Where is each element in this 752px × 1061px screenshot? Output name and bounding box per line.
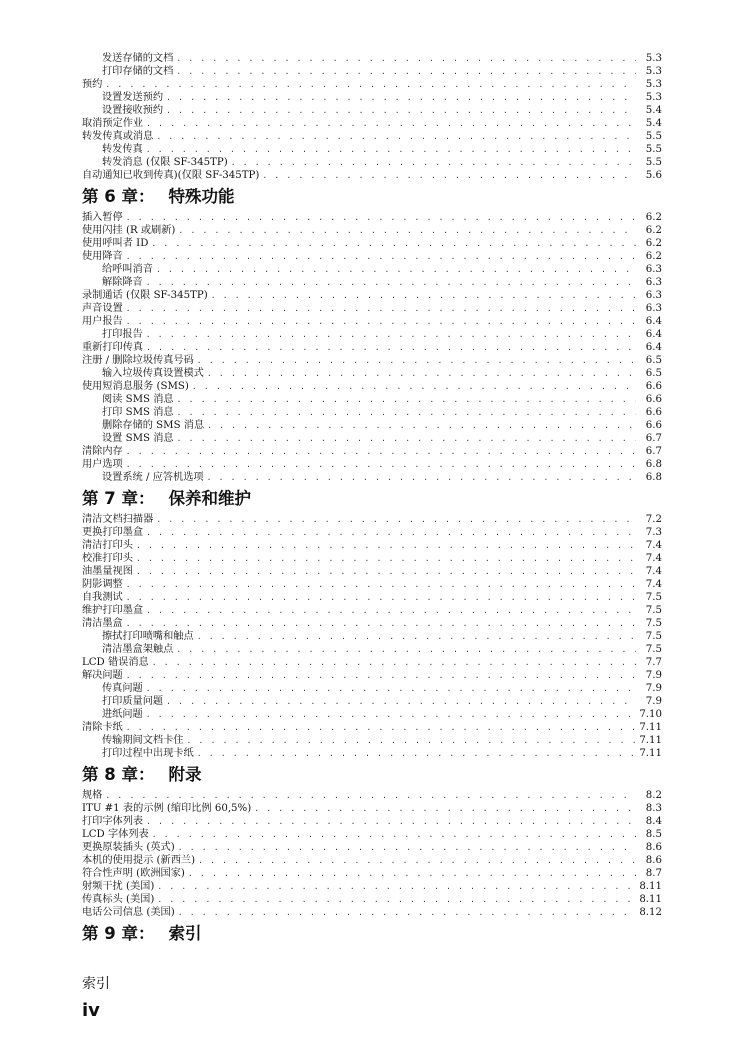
toc-entry[interactable]: [82, 315, 662, 328]
page-ref: 5.3: [645, 92, 662, 103]
dot-leader: [126, 315, 636, 328]
page-ref: 6.4: [645, 329, 662, 340]
toc-subentry[interactable]: [82, 432, 662, 445]
page-ref: 7.11: [639, 722, 662, 733]
entry-title: 清洁文档扫描器: [82, 514, 154, 525]
dot-leader: [156, 263, 636, 276]
dot-leader: [146, 328, 636, 341]
dot-leader: [166, 695, 636, 708]
toc-entry[interactable]: [82, 513, 662, 526]
dot-leader: [207, 419, 636, 432]
entry-title: 打印过程中出现卡纸: [102, 748, 194, 759]
toc-entry[interactable]: [82, 604, 662, 617]
entry-title: 清洁打印头: [82, 540, 133, 551]
page-ref: 5.5: [645, 144, 662, 155]
entry-title: 删除存储的 SMS 消息: [102, 420, 205, 431]
chapter-title: 保养和维护: [168, 489, 251, 508]
chapter-title: 索引: [168, 924, 202, 943]
page-ref: 7.3: [645, 527, 662, 538]
toc-subentry[interactable]: [82, 156, 662, 169]
page-ref: 6.6: [645, 381, 662, 392]
entry-title: 进纸问题: [102, 709, 143, 720]
entry-title: 射频干扰 (美国): [82, 881, 155, 892]
page-ref: 7.4: [645, 566, 662, 577]
toc-entry[interactable]: [82, 565, 662, 578]
entry-title: 使用呼叫者 ID: [82, 238, 149, 249]
dot-leader: [152, 656, 636, 669]
page-ref: 6.5: [645, 355, 662, 366]
toc-entry[interactable]: [82, 880, 662, 893]
dot-leader: [146, 143, 636, 156]
dot-leader: [146, 117, 636, 130]
entry-title: 阴影调整: [82, 579, 123, 590]
toc-subentry[interactable]: [82, 65, 662, 78]
entry-title: 转发传真: [102, 144, 143, 155]
index-entry[interactable]: 索引: [82, 976, 110, 992]
toc-entry[interactable]: [82, 815, 662, 828]
toc-subentry[interactable]: [82, 263, 662, 276]
page-ref: 7.2: [645, 514, 662, 525]
dot-leader: [126, 721, 636, 734]
page-ref: 7.11: [639, 748, 662, 759]
toc-subentry[interactable]: [82, 52, 662, 65]
page-ref: 5.4: [645, 118, 662, 129]
entry-title: 自我测试: [82, 592, 123, 603]
dot-leader: [166, 104, 636, 117]
toc-entry[interactable]: [82, 250, 662, 263]
toc-subentry[interactable]: [82, 708, 662, 721]
dot-leader: [146, 604, 636, 617]
page-ref: 6.3: [645, 290, 662, 301]
dot-leader: [197, 630, 636, 643]
page-ref: 8.6: [645, 855, 662, 866]
toc-entry[interactable]: [82, 117, 662, 130]
toc-subentry[interactable]: [82, 695, 662, 708]
dot-leader: [176, 643, 636, 656]
dot-leader: [126, 591, 636, 604]
toc-subentry[interactable]: [82, 643, 662, 656]
entry-title: 设置 SMS 消息: [102, 433, 174, 444]
entry-title: 打印报告: [102, 329, 143, 340]
toc-entry[interactable]: [82, 906, 662, 919]
entry-title: 用户报告: [82, 316, 123, 327]
entry-title: 解除降音: [102, 277, 143, 288]
entry-title: 取消预定作业: [82, 118, 144, 129]
chapter-label: 第 8 章：: [82, 765, 155, 784]
toc-subentry[interactable]: [82, 682, 662, 695]
page-ref: 6.6: [645, 420, 662, 431]
dot-leader: [211, 289, 636, 302]
entry-title: 维护打印墨盒: [82, 605, 144, 616]
dot-leader: [176, 65, 636, 78]
page-ref: 7.4: [645, 579, 662, 590]
page-ref: 5.3: [645, 53, 662, 64]
dot-leader: [126, 458, 636, 471]
toc-entry[interactable]: [82, 341, 662, 354]
toc-entry[interactable]: [82, 591, 662, 604]
page-ref: 7.9: [645, 670, 662, 681]
chapter-label: 第 9 章：: [82, 924, 155, 943]
dot-leader: [177, 406, 636, 419]
dot-leader: [152, 828, 636, 841]
entry-title: 清除卡纸: [82, 722, 123, 733]
page-ref: 8.12: [639, 907, 662, 918]
entry-title: 打印字体列表: [82, 816, 144, 827]
toc-subentry[interactable]: [82, 419, 662, 432]
dot-leader: [178, 841, 636, 854]
entry-title: 转发传真或消息: [82, 131, 154, 142]
dot-leader: [146, 815, 636, 828]
dot-leader: [262, 169, 636, 182]
page-ref: 7.9: [645, 696, 662, 707]
entry-title: 传真问题: [102, 683, 143, 694]
entry-title: 设置接收预约: [102, 105, 164, 116]
toc-entry[interactable]: [82, 828, 662, 841]
page-ref: 6.6: [645, 407, 662, 418]
entry-title: 插入暂停: [82, 212, 123, 223]
page-ref: 7.5: [645, 631, 662, 642]
entry-title: 油墨量视图: [82, 566, 133, 577]
chapter-title: 特殊功能: [168, 187, 235, 206]
entry-title: 更换打印墨盒: [82, 527, 144, 538]
page-ref: 7.10: [639, 709, 662, 720]
toc-subentry[interactable]: [82, 104, 662, 117]
page-ref: 6.3: [645, 303, 662, 314]
toc-subentry[interactable]: [82, 143, 662, 156]
toc-entry[interactable]: [82, 578, 662, 591]
entry-title: 清洁墨盒架触点: [102, 644, 174, 655]
toc-entry[interactable]: [82, 445, 662, 458]
toc-subentry[interactable]: [82, 367, 662, 380]
page-ref: 6.4: [645, 342, 662, 353]
dot-leader: [126, 211, 636, 224]
dot-leader: [178, 224, 636, 237]
dot-leader: [156, 513, 636, 526]
entry-title: 预约: [82, 79, 103, 90]
entry-title: LCD 错误消息: [82, 657, 149, 668]
page-ref: 6.2: [645, 212, 662, 223]
page-ref: 5.5: [645, 157, 662, 168]
toc-entry[interactable]: [82, 211, 662, 224]
entry-title: 校准打印头: [82, 553, 133, 564]
page-ref: 6.2: [645, 251, 662, 262]
dot-leader: [157, 893, 635, 906]
toc-entry[interactable]: [82, 302, 662, 315]
toc-entry[interactable]: [82, 539, 662, 552]
dot-leader: [151, 237, 636, 250]
page-ref: 7.4: [645, 553, 662, 564]
toc-entry[interactable]: [82, 617, 662, 630]
toc-entry[interactable]: [82, 380, 662, 393]
page-ref: 6.6: [645, 394, 662, 405]
toc-entry[interactable]: [82, 721, 662, 734]
dot-leader: [126, 250, 636, 263]
entry-title: LCD 字体列表: [82, 829, 149, 840]
dot-leader: [166, 91, 636, 104]
page-ref: 8.11: [639, 881, 662, 892]
toc-subentry[interactable]: [82, 406, 662, 419]
toc-entry[interactable]: [82, 78, 662, 91]
dot-leader: [157, 880, 635, 893]
entry-title: 重新打印传真: [82, 342, 144, 353]
chapter-heading[interactable]: [82, 920, 662, 947]
dot-leader: [178, 906, 636, 919]
page-ref: 6.4: [645, 316, 662, 327]
entry-title: 声音设置: [82, 303, 123, 314]
toc-entry[interactable]: [82, 458, 662, 471]
dot-leader: [126, 302, 636, 315]
page-ref: 6.3: [645, 277, 662, 288]
toc-subentry[interactable]: [82, 393, 662, 406]
page-ref: 8.4: [645, 816, 662, 827]
page-ref: 7.9: [645, 683, 662, 694]
dot-leader: [187, 734, 636, 747]
page-ref: 8.3: [645, 803, 662, 814]
dot-leader: [197, 354, 636, 367]
entry-title: 本机的使用提示 (新西兰): [82, 855, 196, 866]
toc-entry[interactable]: [82, 237, 662, 250]
page-ref: 8.11: [639, 894, 662, 905]
toc-entry[interactable]: [82, 169, 662, 182]
chapter-heading[interactable]: [82, 485, 662, 512]
entry-title: 打印 SMS 消息: [102, 407, 174, 418]
dot-leader: [192, 380, 636, 393]
toc-entry[interactable]: [82, 526, 662, 539]
dot-leader: [188, 867, 636, 880]
dot-leader: [146, 708, 636, 721]
entry-title: 规格: [82, 790, 103, 801]
page-ref: 7.7: [645, 657, 662, 668]
dot-leader: [126, 578, 636, 591]
dot-leader: [105, 789, 636, 802]
dot-leader: [177, 393, 636, 406]
dot-leader: [207, 367, 636, 380]
dot-leader: [146, 341, 636, 354]
toc-entry[interactable]: [82, 354, 662, 367]
toc-entry[interactable]: [82, 289, 662, 302]
page-ref: 7.5: [645, 592, 662, 603]
toc-subentry[interactable]: [82, 747, 662, 760]
page-ref: 6.5: [645, 368, 662, 379]
entry-title: 阅读 SMS 消息: [102, 394, 174, 405]
dot-leader: [197, 747, 636, 760]
dot-leader: [146, 682, 636, 695]
table-of-contents: [82, 52, 662, 948]
toc-entry[interactable]: [82, 841, 662, 854]
toc-entry[interactable]: [82, 854, 662, 867]
dot-leader: [156, 130, 636, 143]
toc-subentry[interactable]: [82, 91, 662, 104]
toc-entry[interactable]: [82, 224, 662, 237]
page-ref: 7.5: [645, 644, 662, 655]
entry-title: 设置系统 / 应答机选项: [102, 472, 204, 483]
toc-subentry[interactable]: [82, 734, 662, 747]
entry-title: 清除内存: [82, 446, 123, 457]
dot-leader: [254, 802, 636, 815]
chapter-label: 第 7 章：: [82, 489, 155, 508]
toc-entry[interactable]: [82, 867, 662, 880]
entry-title: 自动通知已收到传真)(仅限 SF-345TP): [82, 170, 260, 181]
chapter-heading[interactable]: [82, 761, 662, 788]
dot-leader: [126, 617, 636, 630]
entry-title: 转发消息 (仅限 SF-345TP): [102, 157, 228, 168]
dot-leader: [136, 539, 636, 552]
page-number: iv: [82, 1000, 100, 1021]
page-ref: 7.11: [639, 735, 662, 746]
dot-leader: [198, 854, 636, 867]
page-ref: 8.7: [645, 868, 662, 879]
page-ref: 5.3: [645, 79, 662, 90]
chapter-heading[interactable]: [82, 183, 662, 210]
entry-title: 注册 / 删除垃圾传真号码: [82, 355, 194, 366]
dot-leader: [126, 669, 636, 682]
dot-leader: [231, 156, 636, 169]
dot-leader: [176, 52, 636, 65]
page-ref: 6.3: [645, 264, 662, 275]
page-ref: 7.4: [645, 540, 662, 551]
toc-subentry[interactable]: [82, 630, 662, 643]
entry-title: 发送存储的文档: [102, 53, 174, 64]
entry-title: 解决问题: [82, 670, 123, 681]
toc-entry[interactable]: [82, 893, 662, 906]
entry-title: 传真标头 (美国): [82, 894, 155, 905]
page-ref: 6.8: [645, 459, 662, 470]
entry-title: 打印存储的文档: [102, 66, 174, 77]
entry-title: 传输期间文档卡住: [102, 735, 184, 746]
toc-subentry[interactable]: [82, 471, 662, 484]
page-ref: 8.6: [645, 842, 662, 853]
dot-leader: [126, 445, 636, 458]
dot-leader: [105, 78, 636, 91]
page-ref: 5.6: [645, 170, 662, 181]
entry-title: 录制通话 (仅限 SF-345TP): [82, 290, 208, 301]
entry-title: 更换原装插头 (英式): [82, 842, 175, 853]
entry-title: 打印质量问题: [102, 696, 164, 707]
entry-title: 用户选项: [82, 459, 123, 470]
entry-title: 给呼叫消音: [102, 264, 153, 275]
toc-entry[interactable]: [82, 789, 662, 802]
toc-entry[interactable]: [82, 552, 662, 565]
page-ref: 6.7: [645, 433, 662, 444]
toc-entry[interactable]: [82, 130, 662, 143]
entry-title: ITU #1 表的示例 (缩印比例 60,5%): [82, 803, 252, 814]
page-ref: 5.3: [645, 66, 662, 77]
dot-leader: [207, 471, 636, 484]
dot-leader: [136, 552, 636, 565]
page-ref: 8.2: [645, 790, 662, 801]
chapter-title: 附录: [168, 765, 202, 784]
dot-leader: [146, 526, 636, 539]
page-ref: 5.5: [645, 131, 662, 142]
toc-subentry[interactable]: [82, 328, 662, 341]
entry-title: 设置发送预约: [102, 92, 164, 103]
toc-subentry[interactable]: [82, 276, 662, 289]
page-ref: 5.4: [645, 105, 662, 116]
entry-title: 符合性声明 (欧洲国家): [82, 868, 185, 879]
dot-leader: [177, 432, 636, 445]
page-ref: 6.2: [645, 225, 662, 236]
toc-entry[interactable]: [82, 669, 662, 682]
dot-leader: [136, 565, 636, 578]
entry-title: 输入垃圾传真设置模式: [102, 368, 204, 379]
toc-entry[interactable]: [82, 656, 662, 669]
toc-entry[interactable]: [82, 802, 662, 815]
entry-title: 清洁墨盒: [82, 618, 123, 629]
page-ref: 6.2: [645, 238, 662, 249]
page-ref: 6.8: [645, 472, 662, 483]
page-ref: 8.5: [645, 829, 662, 840]
entry-title: 电话公司信息 (美国): [82, 907, 175, 918]
dot-leader: [146, 276, 636, 289]
entry-title: 擦拭打印喷嘴和触点: [102, 631, 194, 642]
entry-title: 使用降音: [82, 251, 123, 262]
page-ref: 7.5: [645, 618, 662, 629]
page-ref: 7.5: [645, 605, 662, 616]
entry-title: 使用闪挂 (R 或刷新): [82, 225, 176, 236]
entry-title: 使用短消息服务 (SMS): [82, 381, 189, 392]
chapter-label: 第 6 章：: [82, 187, 155, 206]
page-ref: 6.7: [645, 446, 662, 457]
